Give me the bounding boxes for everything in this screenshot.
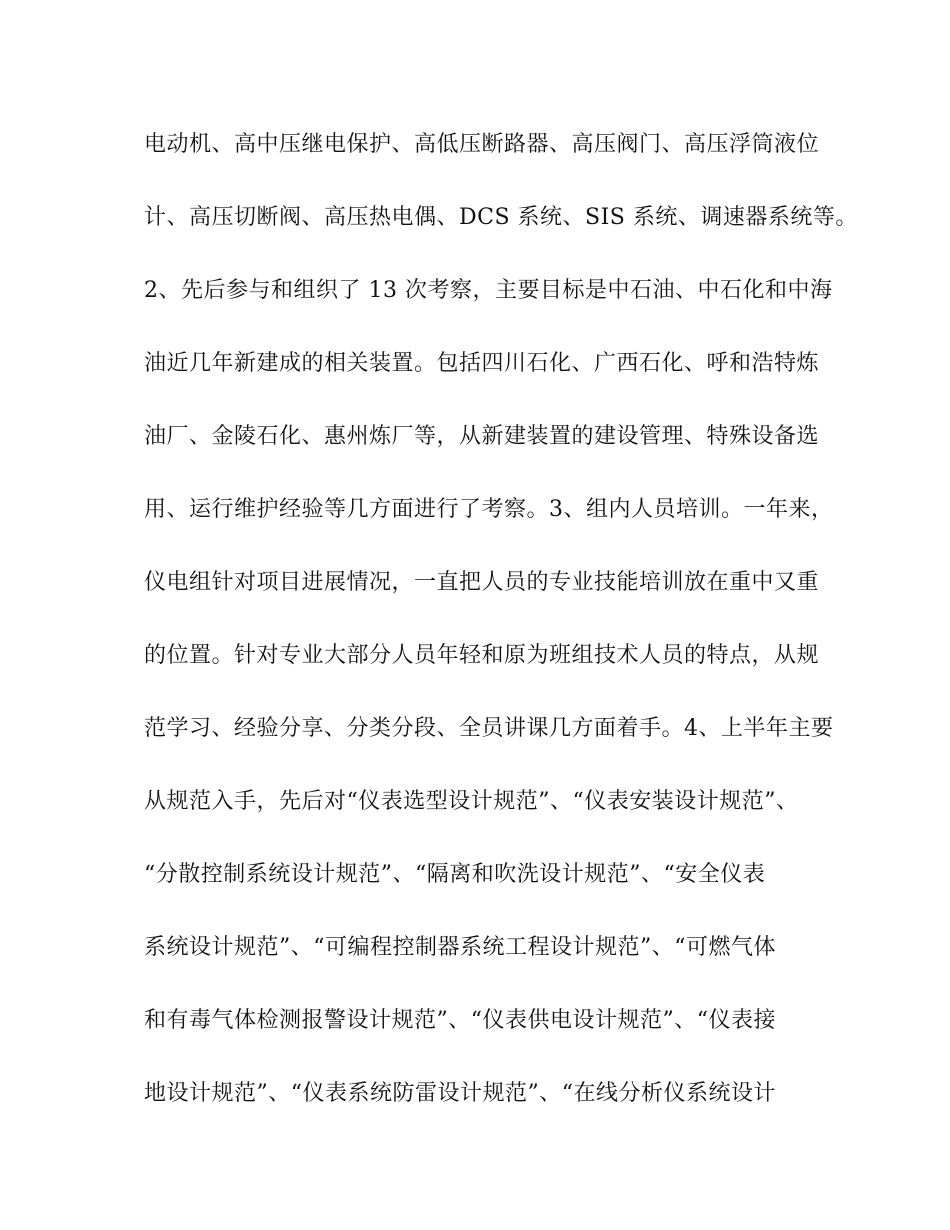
text-line: 电动机、高中压继电保护、高低压断路器、高压阀门、高压浮筒液位 — [144, 132, 820, 157]
text-line: 油厂、金陵石化、惠州炼厂等，从新建装置的建设管理、特殊设备选 — [144, 424, 820, 449]
text-line: 的位置。针对专业大部分人员年轻和原为班组技术人员的特点，从规 — [144, 643, 820, 668]
text-line: 计、高压切断阀、高压热电偶、DCS 系统、SIS 系统、调速器系统等。 — [144, 205, 858, 230]
text-line: 2、先后参与和组织了 13 次考察，主要目标是中石油、中石化和中海 — [144, 278, 833, 303]
text-line: 和有毒气体检测报警设计规范”、“仪表供电设计规范”、“仪表接 — [144, 1008, 776, 1033]
text-line: 仪电组针对项目进展情况，一直把人员的专业技能培训放在重中又重 — [144, 570, 820, 595]
text-line: 从规范入手，先后对“仪表选型设计规范”、“仪表安装设计规范”、 — [144, 789, 799, 814]
text-line: 系统设计规范”、“可编程控制器系统工程设计规范”、“可燃气体 — [144, 935, 776, 960]
text-line: “分散控制系统设计规范”、“隔离和吹洗设计规范”、“安全仪表 — [144, 862, 766, 887]
text-line: 地设计规范”、“仪表系统防雷设计规范”、“在线分析仪系统设计 — [144, 1081, 776, 1106]
body-text — [144, 125, 858, 1147]
text-line: 范学习、经验分享、分类分段、全员讲课几方面着手。4、上半年主要 — [144, 716, 834, 741]
text-line: 用、运行维护经验等几方面进行了考察。3、组内人员培训。一年来， — [144, 497, 834, 522]
text-line: 油近几年新建成的相关装置。包括四川石化、广西石化、呼和浩特炼 — [144, 351, 820, 376]
